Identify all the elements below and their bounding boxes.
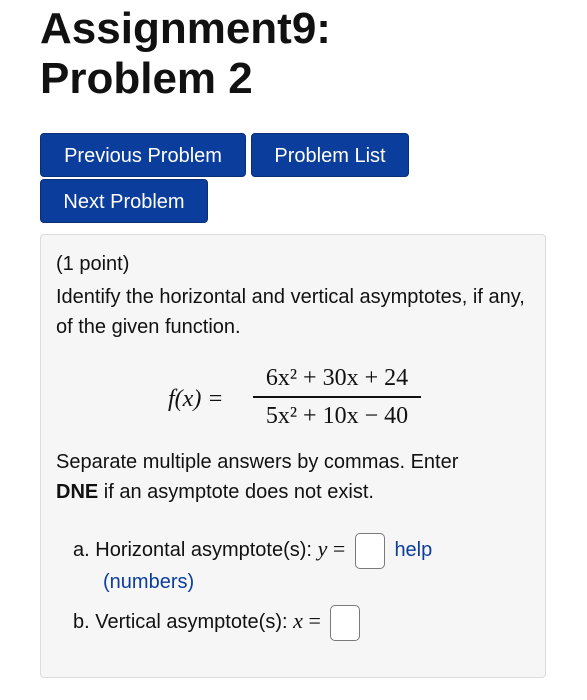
function-lhs (168, 386, 224, 413)
separate-text: Separate multiple answers by commas. Enter (56, 451, 459, 473)
page-title-line2: Problem 2 (40, 54, 253, 103)
fraction-bar (253, 396, 421, 398)
function-lhs-text: f(x) = (168, 386, 224, 412)
dne-keyword: DNE (56, 481, 99, 503)
part-b-label: Vertical asymptote(s): (95, 611, 288, 633)
problem-points: (1 point) (56, 253, 130, 275)
problem-panel (40, 234, 546, 678)
help-link[interactable]: help (394, 539, 433, 561)
next-problem-button[interactable]: Next Problem (40, 179, 208, 223)
part-a-label: Horizontal asymptote(s): (95, 539, 312, 561)
part-b-prefix: b. (73, 611, 90, 633)
fraction-numerator (253, 362, 421, 394)
part-b-var: x (293, 608, 303, 633)
part-a-var: y (317, 536, 328, 561)
part-a-eq: = (332, 536, 346, 561)
problem-instructions: Identify the horizontal and vertical asymptotes, if any, of the given function. (56, 286, 525, 338)
denominator-text: 5x² + 10x − 40 (265, 403, 409, 429)
page-title (40, 4, 560, 104)
dne-rest-text: if an asymptote does not exist. (103, 481, 374, 503)
part-a-prefix: a. (73, 539, 90, 561)
help-numbers-link[interactable]: (numbers) (103, 571, 195, 593)
function-fraction (253, 362, 421, 432)
fraction-denominator (253, 400, 421, 432)
answer-row-vertical (73, 601, 360, 641)
previous-problem-button[interactable]: Previous Problem (40, 133, 246, 177)
answer-instructions (56, 447, 526, 507)
page-title-line1: Assignment9: (40, 4, 331, 53)
problem-list-button[interactable]: Problem List (251, 133, 409, 177)
numerator-text: 6x² + 30x + 24 (265, 365, 409, 391)
answer-row-horizontal (73, 531, 432, 567)
vertical-asymptote-input[interactable] (330, 605, 360, 641)
horizontal-asymptote-input[interactable] (355, 533, 385, 569)
part-b-eq: = (308, 608, 321, 633)
